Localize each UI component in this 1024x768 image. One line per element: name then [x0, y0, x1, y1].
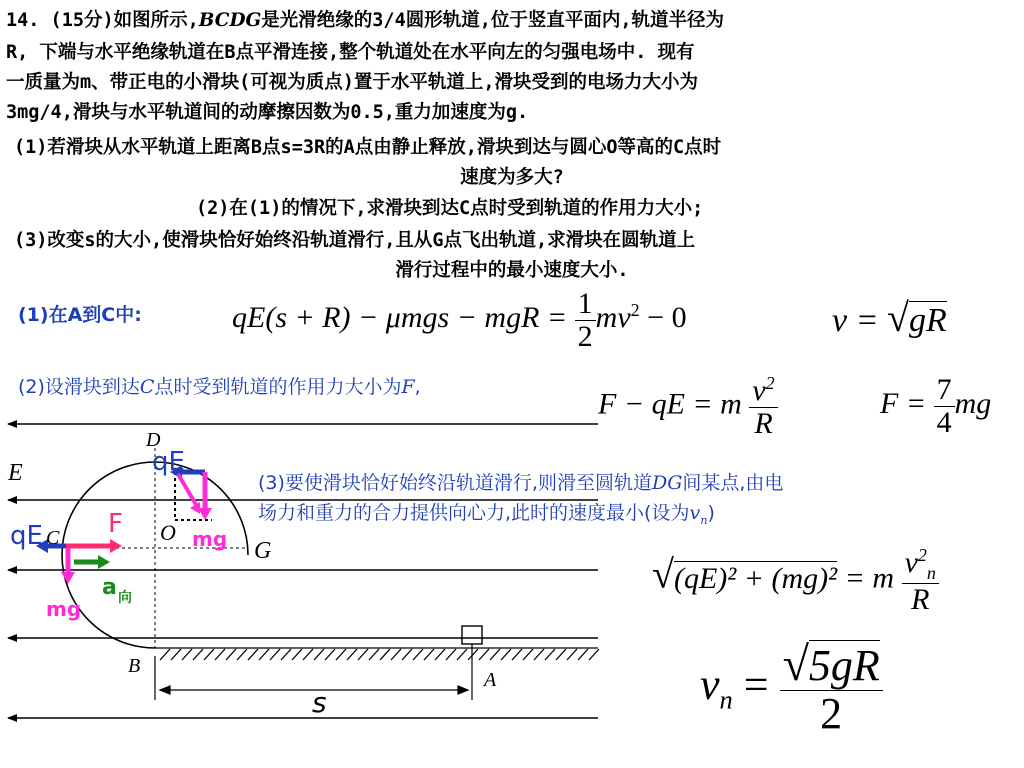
ground-hatch	[369, 649, 379, 660]
eq1-lhs: qE(s + R) − μmgs − mgR =	[232, 300, 568, 334]
question-3b: 滑行过程中的最小速度大小.	[395, 260, 629, 281]
track-name: BCDG	[198, 10, 262, 31]
eq2-num-v: v	[752, 374, 766, 407]
ground-hatch	[160, 649, 170, 660]
ground-hatch	[193, 649, 203, 660]
ground-hatch	[391, 649, 401, 660]
eq4-num	[902, 546, 939, 584]
problem-line-3: 一质量为m、带正电的小滑块(可视为质点)置于水平轨道上,滑块受到的电场力大小为	[6, 72, 699, 93]
eq2-num	[749, 374, 777, 408]
eq4-fraction	[902, 546, 939, 615]
ground-hatch	[380, 649, 390, 660]
ground-hatch	[534, 649, 544, 660]
part3-text-f: n	[700, 512, 708, 527]
eq1-fraction	[575, 288, 596, 352]
label-a-sub: 向	[118, 590, 132, 606]
ground-hatch	[446, 649, 456, 660]
eq5-num	[780, 640, 883, 691]
part2-text-a: (2)设滑块到达	[18, 376, 140, 398]
sqrt-symbol: √	[887, 295, 909, 340]
label-a: a	[102, 575, 117, 600]
problem-line-2: R, 下端与水平绝缘轨道在B点平滑连接,整个轨道处在水平向左的匀强电场中. 现有	[6, 42, 695, 63]
equation-force-c	[598, 374, 778, 439]
solution-part1-label: (1)在A到C中:	[18, 304, 142, 326]
ground-hatch	[457, 649, 467, 660]
eq1-num: 1	[575, 288, 596, 321]
label-B: B	[128, 655, 141, 677]
part2-text-e: ,	[414, 376, 421, 398]
eq4-num-exp: 2	[917, 545, 927, 565]
ground-hatch	[358, 649, 368, 660]
ground-hatch	[578, 649, 588, 660]
sqrt-symbol-2: √	[652, 551, 674, 597]
equation-resultant	[652, 546, 939, 615]
ground-hatch	[501, 649, 511, 660]
part3-text-b: DG	[651, 472, 683, 494]
question-2: (2)在(1)的情况下,求滑块到达C点时受到轨道的作用力大小;	[196, 198, 704, 219]
eq1-tail: − 0	[639, 300, 687, 334]
part3-text-e: v	[689, 502, 701, 524]
label-D: D	[146, 429, 161, 451]
eq-v-radicand: gR	[909, 302, 947, 339]
eq5-eq: =	[743, 659, 769, 709]
part3-text-c: 间某点,由电	[682, 472, 784, 494]
part2-text-d: F	[401, 376, 415, 398]
ground-hatch	[523, 649, 533, 660]
label-mg-right: mg	[192, 527, 228, 551]
circular-track	[62, 462, 248, 648]
ground-hatch	[402, 649, 412, 660]
eq4-eq: = m	[844, 561, 895, 595]
part3-text-g: )	[707, 502, 715, 524]
problem-line-4: 3mg/4,滑块与水平轨道间的动摩擦因数为0.5,重力加速度为g.	[6, 102, 529, 123]
mg-right-arrow	[178, 472, 212, 520]
ground-hatch	[347, 649, 357, 660]
ground-hatch	[336, 649, 346, 660]
question-1b: 速度为多大?	[460, 167, 564, 188]
label-qE-left: qE	[10, 521, 43, 551]
acceleration-arrow	[74, 555, 110, 569]
eq4-radicand: (qE)² + (mg)²	[673, 561, 838, 595]
label-A: A	[484, 669, 497, 691]
problem-line-1	[6, 8, 724, 34]
label-O: O	[160, 520, 176, 545]
ground-hatch	[413, 649, 423, 660]
label-C: C	[46, 527, 60, 549]
ground-hatch	[292, 649, 302, 660]
label-mg-left: mg	[46, 597, 82, 621]
problem-line-1c: 是光滑绝缘的3/4圆形轨道,位于竖直平面内,轨道半径为	[261, 10, 724, 31]
ground-hatch	[545, 649, 555, 660]
slider-block	[462, 626, 482, 644]
ground-hatch	[226, 649, 236, 660]
ground-hatch	[424, 649, 434, 660]
F-arrow	[66, 539, 122, 553]
eq5-lhs: v	[700, 659, 720, 709]
question-1a: (1)若滑块从水平轨道上距离B点s=3R的A点由静止释放,滑块到达与圆心O等高的C点时	[14, 137, 722, 158]
eq2-lhs: F − qE = m	[598, 387, 742, 421]
ground-hatch	[182, 649, 192, 660]
eq4-den: R	[911, 582, 930, 616]
label-G: G	[254, 538, 272, 564]
eq1-den: 2	[577, 319, 593, 353]
label-qE-top: qE	[152, 447, 185, 477]
label-F: F	[108, 509, 123, 539]
eq4-num-sub: n	[926, 563, 936, 583]
eq1-rhs: mv	[595, 300, 631, 334]
eq1-exp: 2	[630, 299, 640, 320]
eq3-num: 7	[934, 374, 955, 407]
eq3-den: 4	[936, 405, 952, 439]
ground-hatch	[556, 649, 566, 660]
ground-hatch	[303, 649, 313, 660]
equation-force-result	[880, 374, 991, 438]
ground-hatch	[215, 649, 225, 660]
eq5-radicand: 5gR	[808, 641, 880, 690]
problem-line-1a: 14. (15分)如图所示,	[6, 10, 199, 31]
part2-text-c: 点时受到轨道的作用力大小为	[154, 376, 402, 398]
ground-hatch	[204, 649, 214, 660]
ground-hatch	[325, 649, 335, 660]
ground-hatch	[512, 649, 522, 660]
ground-hatch	[479, 649, 489, 660]
part2-text-b: C	[139, 376, 155, 398]
part3-text-a: (3)要使滑块恰好始终沿轨道滑行,则滑至圆轨道	[258, 472, 652, 494]
eq2-fraction	[749, 374, 777, 439]
sqrt-symbol-3: √	[782, 638, 809, 691]
eq2-num-exp: 2	[765, 373, 775, 393]
ground-hatch	[435, 649, 445, 660]
eq3-lhs: F =	[880, 386, 927, 420]
equation-energy	[232, 288, 687, 352]
eq5-den: 2	[820, 689, 843, 739]
ground-hatch	[589, 649, 599, 660]
eq3-rhs: mg	[954, 386, 992, 420]
equation-v-result	[832, 294, 947, 341]
ground-hatch	[567, 649, 577, 660]
ground-hatch	[281, 649, 291, 660]
electric-field-lines	[8, 424, 598, 718]
solution-part2-label	[18, 372, 421, 399]
question-3a: (3)改变s的大小,使滑块恰好始终沿轨道滑行,且从G点飞出轨道,求滑块在圆轨道上	[14, 230, 696, 251]
eq5-lhs-sub: n	[719, 684, 733, 715]
ground-hatch	[248, 649, 258, 660]
ground-hatch	[490, 649, 500, 660]
ground-hatch	[171, 649, 181, 660]
ground-hatch	[237, 649, 247, 660]
eq-v-lhs: v =	[832, 302, 879, 339]
ground-hatch	[468, 649, 478, 660]
label-s: s	[312, 686, 327, 719]
equation-min-speed	[700, 640, 883, 738]
part3-text-d: 场力和重力的合力提供向心力,此时的速度最小(设为	[258, 502, 690, 524]
label-E: E	[8, 460, 23, 486]
eq2-den: R	[754, 406, 773, 440]
ground-hatch	[259, 649, 269, 660]
ground-hatch	[270, 649, 280, 660]
physics-figure	[0, 400, 620, 768]
eq3-fraction	[934, 374, 955, 438]
ground	[155, 648, 599, 660]
eq4-num-v: v	[904, 546, 918, 579]
ground-hatch	[314, 649, 324, 660]
eq5-fraction	[780, 640, 883, 738]
